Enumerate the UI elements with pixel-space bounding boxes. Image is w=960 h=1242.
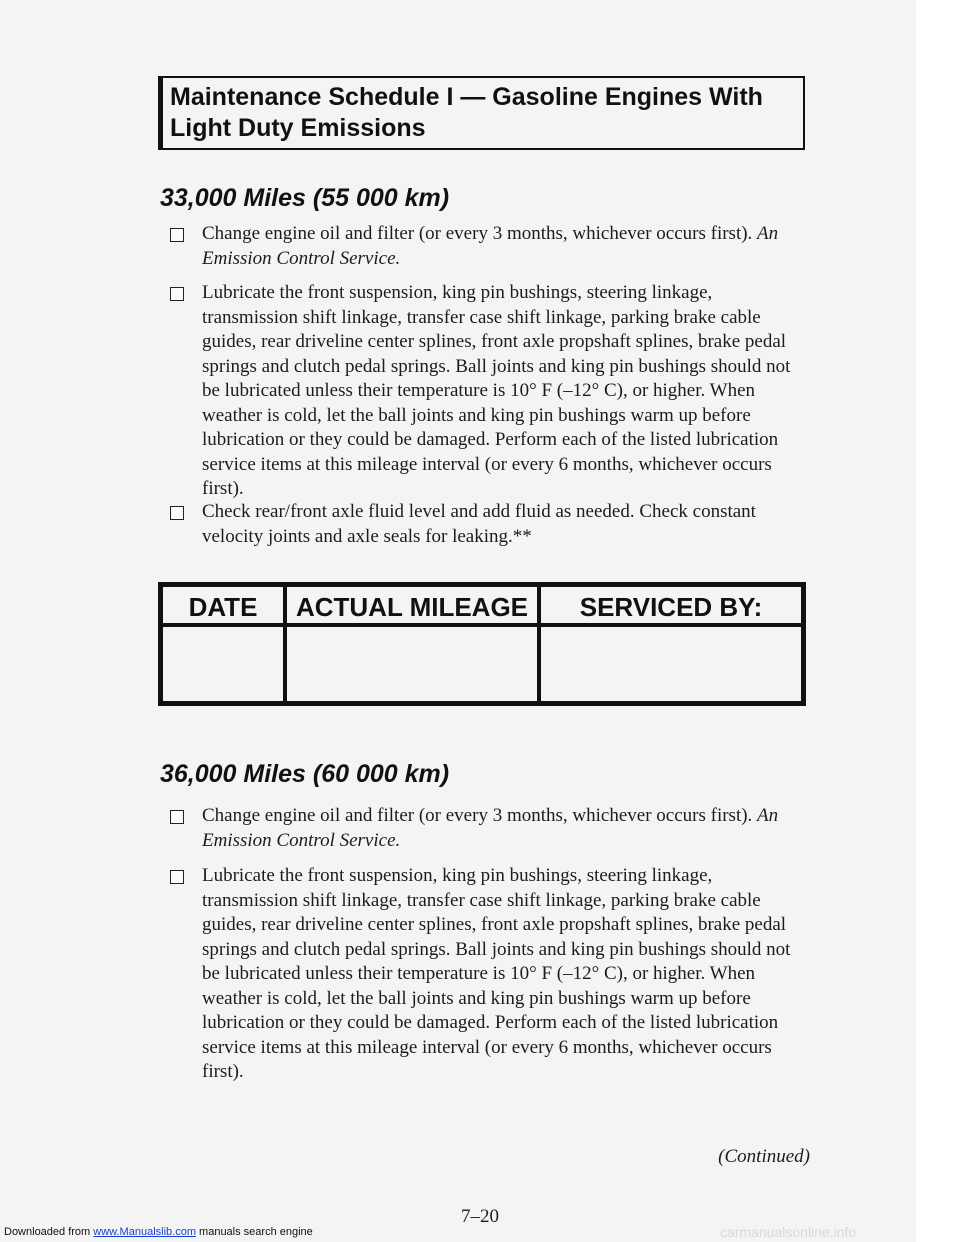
item-text: Lubricate the front suspension, king pin bushings, steering linkage, transmission shift linkage, transfer case shift linkage, parking brake cable guides, rear driveline center splines, front axle propshaft splines, brake pedal springs and clutch pedal springs. Ball joints and king pin bushings should not be lubricated unless their temperature is 10° F (–12° C), or higher. When weather is cold, let the ball joints and king pin bushings warm up before lubrication or they could be damaged. Perform each of the listed lubrication service items at this mileage interval (or every 6 months, whichever occurs first). (202, 865, 791, 1082)
watermark: carmanualsonline.info (720, 1224, 857, 1240)
page-title: Maintenance Schedule I — Gasoline Engines With Light Duty Emissions (170, 83, 763, 142)
page-margin (916, 0, 960, 1242)
checklist-item (170, 500, 810, 549)
item-text: Change engine oil and filter (or every 3 months, whichever occurs first). An Emission Control Service. (202, 223, 779, 269)
download-note: Downloaded from www.Manualslib.com manuals search engine (4, 1226, 313, 1238)
serviced-by-column (541, 587, 801, 701)
checkbox[interactable] (170, 870, 184, 884)
mileage-cell[interactable] (287, 627, 537, 701)
service-log-table (158, 582, 806, 706)
continued-note: (Continued) (718, 1146, 810, 1167)
date-cell[interactable] (163, 627, 283, 701)
section-heading-33000: 33,000 Miles (55 000 km) (160, 184, 450, 212)
checkbox[interactable] (170, 810, 184, 824)
checklist-item (170, 222, 810, 271)
item-text: Lubricate the front suspension, king pin bushings, steering linkage, transmission shift linkage, transfer case shift linkage, parking brake cable guides, rear driveline center splines, front axle propshaft splines, brake pedal springs and clutch pedal springs. Ball joints and king pin bushings should not be lubricated unless their temperature is 10° F (–12° C), or higher. When weather is cold, let the ball joints and king pin bushings warm up before lubrication or they could be damaged. Perform each of the listed lubrication service items at this mileage interval (or every 6 months, whichever occurs first). (202, 282, 791, 499)
checklist-item (170, 804, 810, 853)
date-column (163, 587, 283, 701)
manualslib-link[interactable]: www.Manualslib.com (93, 1226, 196, 1238)
checkbox[interactable] (170, 287, 184, 301)
item-text: Change engine oil and filter (or every 3 months, whichever occurs first). An Emission Control Service. (202, 805, 779, 851)
page-number: 7–20 (461, 1206, 499, 1227)
serviced-by-header: SERVICED BY: (579, 592, 763, 622)
checklist-item (170, 864, 810, 1085)
mileage-column (287, 587, 537, 701)
item-text: Check rear/front axle fluid level and add fluid as needed. Check constant velocity joints and axle seals for leaking.** (202, 501, 756, 547)
section-heading-36000: 36,000 Miles (60 000 km) (160, 760, 450, 788)
checkbox[interactable] (170, 228, 184, 242)
checkbox[interactable] (170, 506, 184, 520)
serviced-by-cell[interactable] (541, 627, 801, 701)
date-header: DATE (188, 592, 258, 622)
checklist-item (170, 281, 810, 502)
mileage-header: ACTUAL MILEAGE (295, 592, 529, 622)
header-rule (163, 623, 801, 627)
